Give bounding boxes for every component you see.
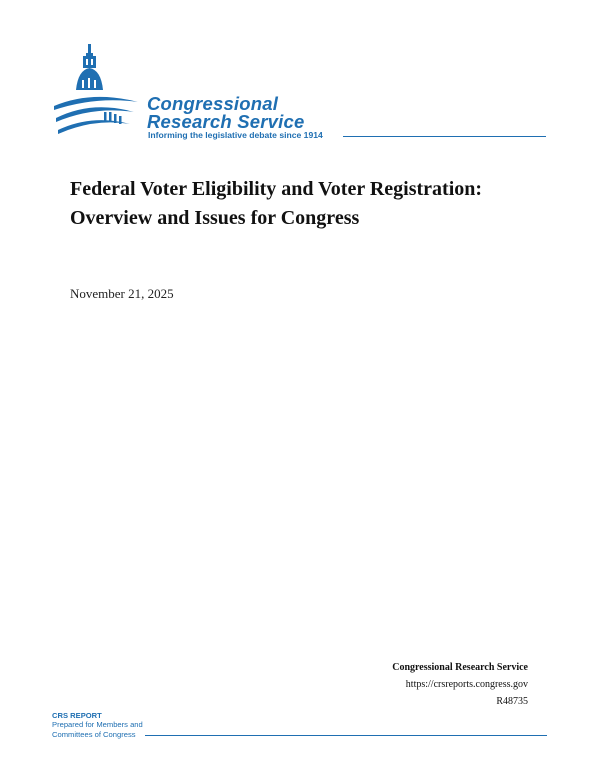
crs-logo <box>52 38 552 148</box>
logo-wordmark-line1: Congressional <box>147 93 279 114</box>
logo-wordmark-line2: Research Service <box>147 111 305 132</box>
publisher-url[interactable]: https://crsreports.congress.gov <box>405 679 528 690</box>
footer <box>52 711 143 739</box>
footer-divider <box>145 735 547 736</box>
report-date: November 21, 2025 <box>70 286 174 301</box>
logo-tagline: Informing the legislative debate since 1914 <box>148 130 323 140</box>
footer-label: CRS REPORT <box>52 711 102 720</box>
footer-line1: Prepared for Members and <box>52 720 143 729</box>
report-number: R48735 <box>496 696 528 707</box>
publisher-name: Congressional Research Service <box>392 662 528 673</box>
logo-divider <box>343 136 546 137</box>
report-title: Federal Voter Eligibility and Voter Registration: Overview and Issues for Congress <box>70 178 483 229</box>
capitol-dome-icon <box>52 38 152 143</box>
publisher-block <box>392 659 528 710</box>
footer-line2: Committees of Congress <box>52 729 136 739</box>
